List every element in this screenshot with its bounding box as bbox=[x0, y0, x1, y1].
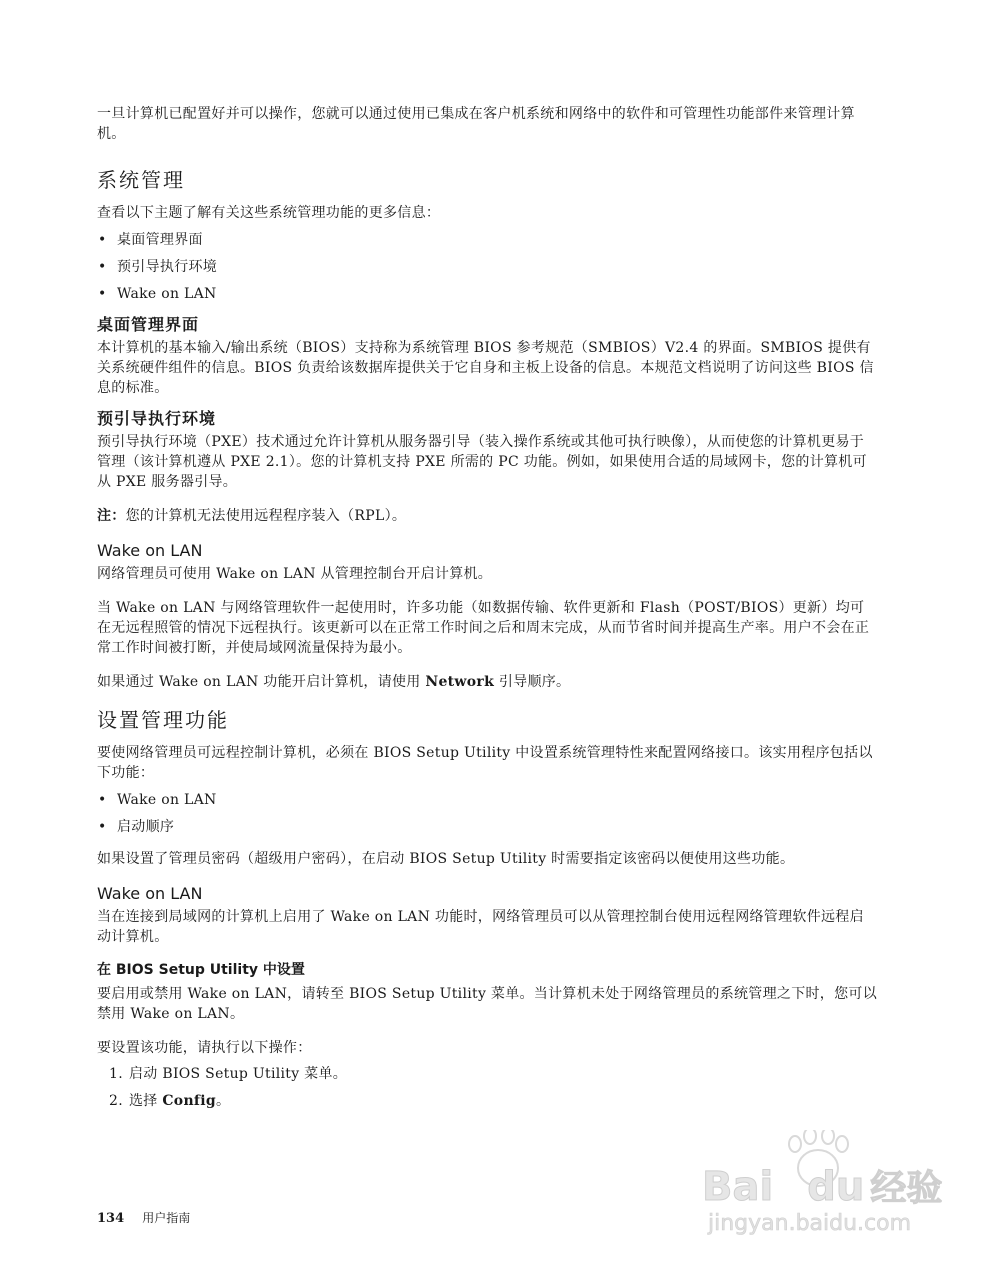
setup-intro: 要使网络管理员可远程控制计算机，必须在 BIOS Setup Utility 中设置系统管理特性来配置网络接口。该实用程序包括以下功能： bbox=[97, 745, 873, 781]
note-label: 注： bbox=[97, 508, 126, 524]
sysmgmt-list bbox=[97, 230, 877, 304]
pxe-paragraph: 预引导执行环境（PXE）技术通过允许计算机从服务器引导（装入操作系统或其他可执行映像），从而使您的计算机更易于管理（该计算机遵从 PXE 2.1）。您的计算机支持 PXE 所需的 PC 功能。例如，如果使用合适的局域网卡，您的计算机可从 PXE 服务器引导。 bbox=[97, 434, 867, 490]
steps-list bbox=[97, 1064, 877, 1111]
network-bold: Network bbox=[425, 674, 495, 690]
watermark-url: jingyan.baidu.com bbox=[708, 1211, 912, 1236]
wol-paragraph-3: 如果通过 Wake on LAN 功能开启计算机，请使用 Network 引导顺序。 bbox=[97, 674, 571, 690]
config-bold: Config bbox=[162, 1093, 216, 1109]
dmi-paragraph: 本计算机的基本输入/输出系统（BIOS）支持称为系统管理 BIOS 参考规范（SMBIOS）V2.4 的界面。SMBIOS 提供有关系统硬件组件的信息。BIOS 负责给该数据库提供关于它自身和主板上设备的信息。本规范文档说明了访问这些 BIOS 信息的标准。 bbox=[97, 340, 874, 396]
heading-wake-on-lan: Wake on LAN bbox=[97, 541, 203, 560]
heading-dmi: 桌面管理界面 bbox=[97, 315, 200, 334]
wol2-paragraph-2: 要启用或禁用 Wake on LAN，请转至 BIOS Setup Utility 菜单。当计算机未处于网络管理员的系统管理之下时，您可以禁用 Wake on LAN。 bbox=[97, 986, 877, 1022]
setup-list bbox=[97, 790, 877, 837]
wol-paragraph-1: 网络管理员可使用 Wake on LAN 从管理控制台开启计算机。 bbox=[97, 566, 493, 582]
svg-text:Baidu经验 bbox=[702, 1164, 942, 1210]
baidu-watermark bbox=[700, 1130, 950, 1250]
list-item: 1. 启动 BIOS Setup Utility 菜单。 bbox=[109, 1066, 348, 1082]
wol-paragraph-2: 当 Wake on LAN 与网络管理软件一起使用时，许多功能（如数据传输、软件更新和 Flash（POST/BIOS）更新）均可在无远程照管的情况下远程执行。该更新可以在正常工作时间之后和周末完成，从而节省时间并提高生产率。用户不会在正常工作时间被打断，并使局域网流量保持为最小。 bbox=[97, 600, 870, 656]
heading-bios-setup: 在 BIOS Setup Utility 中设置 bbox=[97, 962, 305, 978]
heading-pxe: 预引导执行环境 bbox=[97, 409, 217, 428]
page-number: 134 bbox=[97, 1211, 125, 1226]
list-item: 2. 选择 Config。 bbox=[109, 1093, 231, 1109]
footer-title: 用户指南 bbox=[142, 1211, 191, 1225]
list-item: • Wake on LAN bbox=[97, 284, 877, 304]
heading-wake-on-lan-2: Wake on LAN bbox=[97, 884, 203, 903]
watermark-brand-c: 经验 bbox=[870, 1168, 943, 1209]
pxe-note bbox=[97, 506, 877, 526]
watermark-brand-b: du bbox=[807, 1164, 865, 1210]
wol2-paragraph-1: 当在连接到局域网的计算机上启用了 Wake on LAN 功能时，网络管理员可以从管理控制台使用远程网络管理软件远程启动计算机。 bbox=[97, 909, 864, 945]
watermark-brand-a: Bai bbox=[702, 1164, 774, 1210]
setup-password-paragraph: 如果设置了管理员密码（超级用户密码），在启动 BIOS Setup Utility 时需要指定该密码以便使用这些功能。 bbox=[97, 851, 795, 867]
list-item: • 启动顺序 bbox=[97, 817, 877, 837]
sysmgmt-intro: 查看以下主题了解有关这些系统管理功能的更多信息： bbox=[97, 205, 441, 221]
intro-paragraph: 一旦计算机已配置好并可以操作，您就可以通过使用已集成在客户机系统和网络中的软件和可管理性功能部件来管理计算机。 bbox=[97, 106, 855, 142]
wol2-paragraph-3: 要设置该功能，请执行以下操作： bbox=[97, 1040, 312, 1056]
note-text: 您的计算机无法使用远程程序装入（RPL）。 bbox=[125, 508, 407, 524]
list-item: • Wake on LAN bbox=[97, 790, 877, 810]
heading-system-management: 系统管理 bbox=[97, 168, 185, 192]
list-item: • 预引导执行环境 bbox=[97, 257, 877, 277]
list-item: • 桌面管理界面 bbox=[97, 230, 877, 250]
page-footer bbox=[97, 1209, 190, 1226]
page-content bbox=[97, 104, 877, 1118]
heading-setup-management: 设置管理功能 bbox=[97, 708, 229, 732]
